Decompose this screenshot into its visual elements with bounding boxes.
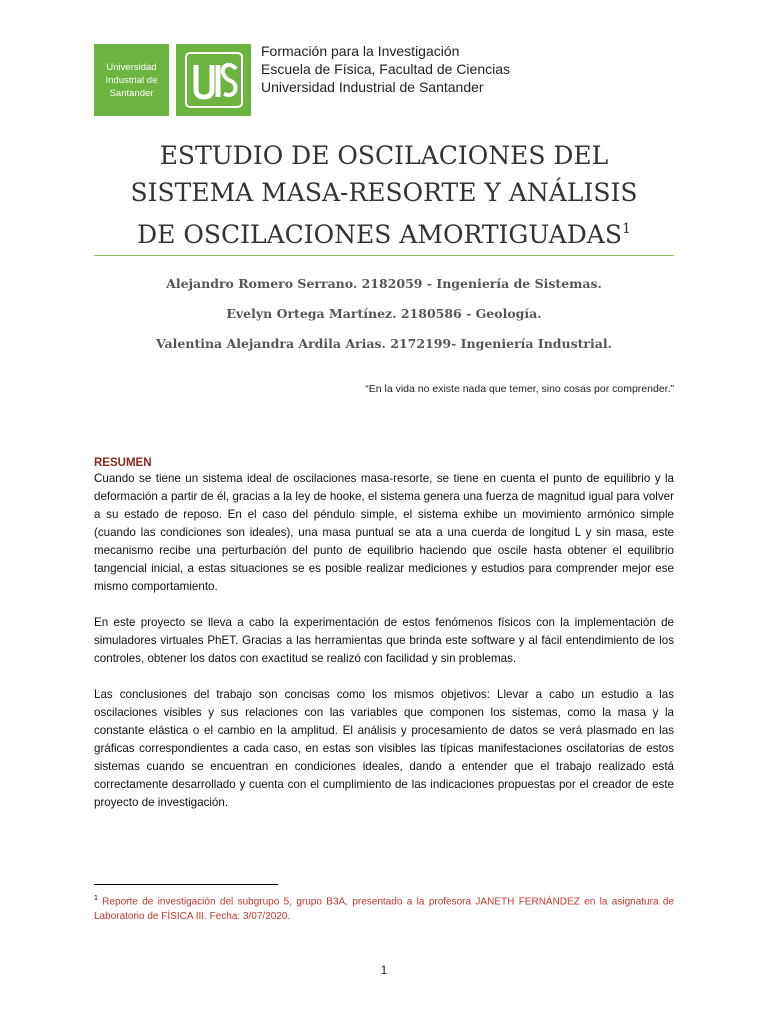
title-line-last bbox=[94, 211, 674, 253]
title-footnote-mark: 1 bbox=[621, 221, 631, 237]
page-number: 1 bbox=[380, 963, 388, 977]
author-line: Alejandro Romero Serrano. 2182059 - Ingeniería de Sistemas. bbox=[166, 276, 602, 291]
abstract-heading: RESUMEN bbox=[94, 457, 152, 469]
logo-text-line: Universidad bbox=[106, 61, 157, 73]
footnote-divider bbox=[94, 884, 278, 885]
logo-text-line: Industrial de bbox=[105, 74, 158, 86]
epigraph-quote: “En la vida no existe nada que temer, sino cosas por comprender.” bbox=[365, 383, 674, 395]
institution-line: Universidad Industrial de Santander bbox=[261, 79, 484, 95]
title-divider bbox=[94, 255, 674, 256]
institution-block bbox=[261, 42, 510, 96]
uis-emblem-icon bbox=[184, 51, 244, 109]
institution-line: Formación para la Investigación bbox=[261, 43, 460, 59]
title-line: ESTUDIO DE OSCILACIONES DEL bbox=[159, 141, 609, 170]
university-name-logo bbox=[94, 44, 169, 116]
abstract-body bbox=[94, 470, 674, 830]
institution-line: Escuela de Física, Facultad de Ciencias bbox=[261, 61, 511, 77]
footnote bbox=[94, 891, 674, 924]
title-line: DE OSCILACIONES AMORTIGUADAS bbox=[137, 220, 622, 249]
abstract-paragraph: Las conclusiones del trabajo son concisas como los mismos objetivos: Llevar a cabo un estudio a las oscilaciones visibles y sus relaciones con las variables que componen los sistemas, como la masa y la constante elástica o el cambio en la amplitud. El análisis y procesamiento de datos se verá plasmado en las gráficas correspondientes a cada caso, en estas son visibles las típicas manifestaciones oscilatorias de estos sistemas cuando se encuentran en condiciones ideales, dando a entender que el trabajo realizado está correctamente desarrollado y cuenta con el cumplimiento de las indicaciones propuestas por el creador de este proyecto de investigación. bbox=[94, 688, 674, 809]
uis-emblem-logo bbox=[176, 44, 251, 116]
footnote-mark: 1 bbox=[94, 895, 98, 902]
authors-list bbox=[94, 274, 674, 364]
logo-text-line: Santander bbox=[109, 87, 154, 99]
paper-title bbox=[94, 137, 674, 253]
title-line: SISTEMA MASA-RESORTE Y ANÁLISIS bbox=[130, 178, 638, 207]
author-line: Valentina Alejandra Ardila Arias. 2172199- Ingeniería Industrial. bbox=[156, 336, 612, 351]
author-line: Evelyn Ortega Martínez. 2180586 - Geología. bbox=[226, 306, 542, 321]
abstract-paragraph: En este proyecto se lleva a cabo la experimentación de estos fenómenos físicos con la implementación de simuladores virtuales PhET. Gracias a las herramientas que brinda este software y al fácil entendimiento de los controles, obtener los datos con exactitud se realizó con facilidad y sin problemas. bbox=[94, 616, 674, 665]
abstract-paragraph: Cuando se tiene un sistema ideal de oscilaciones masa-resorte, se tiene en cuenta el punto de equilibrio y la deformación a partir de él, gracias a la ley de hooke, el sistema genera una fuerza de magnitud igual para volver a su estado de reposo. En el caso del péndulo simple, el sistema exhibe un movimiento armónico simple (cuando las condiciones son ideales), una masa puntual se ata a una cuerda de longitud L y sin masa, este mecanismo recibe una perturbación del punto de equilibrio haciendo que oscile hasta obtener el equilibrio tangencial inicial, a estas situaciones se es posible realizar mediciones y estudios para comprender mejor ese mismo comportamiento. bbox=[94, 472, 674, 593]
footnote-text: Reporte de investigación del subgrupo 5, grupo B3A, presentado a la profesora JANETH FERNÁNDEZ en la asignatura de Laboratorio de FÍSICA III. Fecha: 3/07/2020. bbox=[94, 896, 674, 923]
